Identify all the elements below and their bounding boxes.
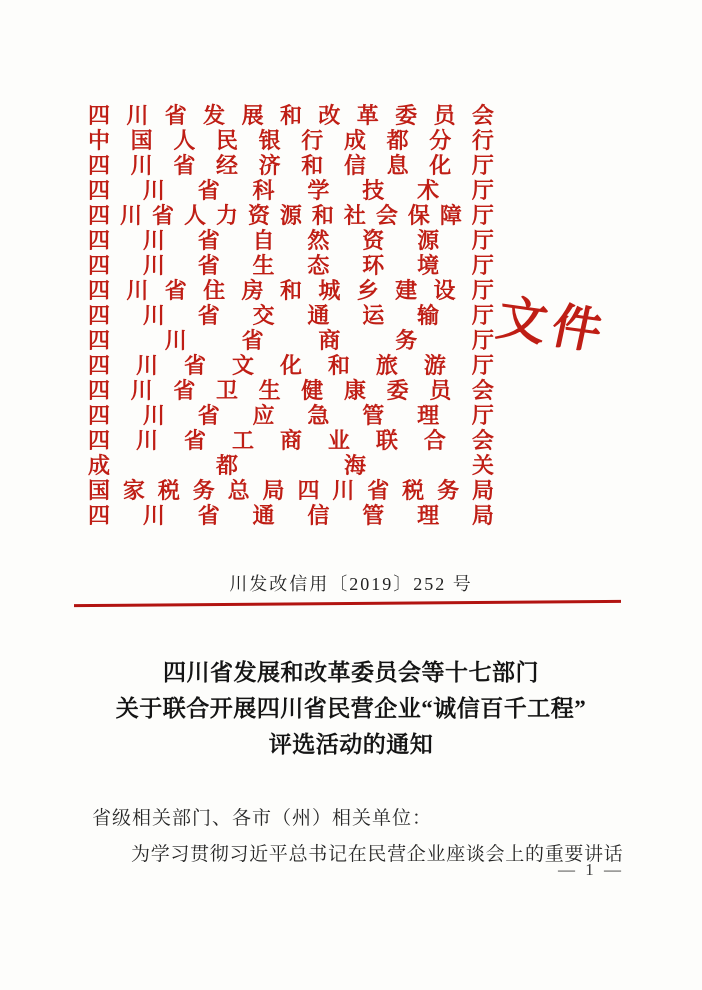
agency-char: 成	[88, 453, 111, 478]
agency-char: 急	[307, 403, 330, 428]
agency-char: 革	[356, 103, 379, 128]
agency-char: 务	[395, 328, 418, 353]
agency-line	[88, 353, 494, 378]
agency-char: 然	[307, 228, 330, 253]
agency-char: 银	[258, 128, 281, 153]
document-number: 川发改信用〔2019〕252 号	[229, 574, 473, 594]
agency-char: 展	[241, 103, 264, 128]
agency-char: 四	[88, 203, 111, 228]
salutation: 省级相关部门、各市（州）相关单位：	[92, 808, 433, 829]
agency-char: 川	[135, 428, 158, 453]
title-line-3: 评选活动的通知	[268, 732, 434, 757]
agency-char: 商	[279, 428, 302, 453]
agency-char: 四	[88, 503, 111, 528]
agency-char: 厅	[471, 253, 494, 278]
agency-char: 城	[318, 278, 341, 303]
agency-char: 厅	[471, 178, 494, 203]
agency-char: 川	[142, 503, 165, 528]
agency-line	[88, 453, 494, 478]
agency-char: 厅	[471, 153, 494, 178]
agency-char: 省	[197, 303, 220, 328]
agency-list	[88, 103, 494, 528]
agency-char: 和	[327, 353, 350, 378]
body-paragraph: 为学习贯彻习近平总书记在民营企业座谈会上的重要讲话	[131, 844, 624, 865]
agency-char: 省	[197, 178, 220, 203]
agency-char: 四	[88, 178, 111, 203]
agency-line	[88, 103, 494, 128]
agency-char: 四	[88, 278, 111, 303]
agency-char: 和	[301, 153, 324, 178]
agency-char: 川	[126, 278, 149, 303]
agency-char: 业	[327, 428, 350, 453]
agency-char: 厅	[471, 278, 494, 303]
agency-char: 省	[164, 103, 187, 128]
agency-char: 房	[241, 278, 264, 303]
agency-char: 四	[297, 478, 320, 503]
agency-line	[88, 178, 494, 203]
agency-char: 康	[343, 378, 366, 403]
agency-line	[88, 278, 494, 303]
page-number: — 1 —	[558, 860, 624, 879]
agency-line	[88, 503, 494, 528]
document-mark: 文件	[492, 290, 613, 361]
agency-char: 省	[173, 378, 196, 403]
agency-char: 文	[231, 353, 254, 378]
agency-char: 川	[119, 203, 142, 228]
agency-char: 生	[258, 378, 281, 403]
agency-char: 通	[252, 503, 275, 528]
agency-char: 川	[142, 403, 165, 428]
agency-char: 行	[301, 128, 324, 153]
agency-char: 源	[417, 228, 440, 253]
agency-char: 交	[252, 303, 275, 328]
agency-char: 术	[417, 178, 440, 203]
agency-char: 会	[471, 378, 494, 403]
agency-char: 省	[367, 478, 390, 503]
agency-char: 化	[279, 353, 302, 378]
agency-char: 环	[362, 253, 385, 278]
agency-char: 理	[417, 503, 440, 528]
agency-char: 总	[227, 478, 250, 503]
agency-char: 厅	[471, 228, 494, 253]
agency-char: 源	[279, 203, 302, 228]
agency-char: 川	[130, 153, 153, 178]
agency-char: 化	[429, 153, 452, 178]
agency-char: 四	[88, 403, 111, 428]
agency-char: 关	[471, 453, 494, 478]
agency-char: 四	[88, 378, 111, 403]
agency-char: 川	[332, 478, 355, 503]
agency-line	[88, 378, 494, 403]
agency-char: 社	[343, 203, 366, 228]
agency-char: 分	[429, 128, 452, 153]
agency-char: 经	[215, 153, 238, 178]
agency-char: 四	[88, 428, 111, 453]
agency-char: 设	[433, 278, 456, 303]
agency-char: 理	[417, 403, 440, 428]
agency-char: 游	[423, 353, 446, 378]
agency-line	[88, 253, 494, 278]
agency-char: 四	[88, 103, 111, 128]
agency-char: 委	[386, 378, 409, 403]
agency-char: 建	[395, 278, 418, 303]
agency-char: 四	[88, 228, 111, 253]
agency-char: 税	[157, 478, 180, 503]
agency-char: 会	[471, 103, 494, 128]
agency-char: 民	[215, 128, 238, 153]
agency-char: 务	[437, 478, 460, 503]
agency-line	[88, 428, 494, 453]
agency-char: 都	[215, 453, 238, 478]
agency-char: 应	[252, 403, 275, 428]
agency-char: 旅	[375, 353, 398, 378]
agency-char: 国	[88, 478, 111, 503]
agency-char: 省	[151, 203, 174, 228]
document-title	[0, 655, 702, 763]
agency-char: 输	[417, 303, 440, 328]
agency-char: 态	[307, 253, 330, 278]
agency-line	[88, 153, 494, 178]
agency-char: 合	[423, 428, 446, 453]
agency-char: 四	[88, 328, 111, 353]
agency-char: 省	[197, 228, 220, 253]
agency-char: 川	[142, 253, 165, 278]
agency-char: 厅	[471, 203, 494, 228]
agency-char: 科	[252, 178, 275, 203]
agency-char: 国	[130, 128, 153, 153]
agency-char: 和	[279, 278, 302, 303]
agency-char: 省	[183, 353, 206, 378]
agency-char: 厅	[471, 353, 494, 378]
agency-char: 川	[142, 303, 165, 328]
title-line-2: 关于联合开展四川省民营企业“诚信百千工程”	[115, 696, 587, 721]
agency-char: 和	[279, 103, 302, 128]
agency-char: 都	[386, 128, 409, 153]
agency-char: 通	[307, 303, 330, 328]
agency-line	[88, 203, 494, 228]
agency-char: 税	[402, 478, 425, 503]
agency-char: 和	[311, 203, 334, 228]
agency-char: 海	[343, 453, 366, 478]
agency-char: 人	[183, 203, 206, 228]
agency-char: 行	[471, 128, 494, 153]
agency-char: 资	[247, 203, 270, 228]
agency-char: 管	[362, 503, 385, 528]
agency-char: 管	[362, 403, 385, 428]
agency-char: 会	[375, 203, 398, 228]
agency-char: 信	[343, 153, 366, 178]
agency-char: 川	[164, 328, 187, 353]
agency-char: 运	[362, 303, 385, 328]
agency-char: 技	[362, 178, 385, 203]
agency-char: 住	[203, 278, 226, 303]
agency-line	[88, 478, 494, 503]
agency-char: 改	[318, 103, 341, 128]
agency-char: 工	[231, 428, 254, 453]
agency-char: 发	[203, 103, 226, 128]
agency-char: 省	[173, 153, 196, 178]
agency-char: 省	[241, 328, 264, 353]
agency-char: 局	[471, 478, 494, 503]
agency-char: 委	[395, 103, 418, 128]
agency-char: 川	[135, 353, 158, 378]
agency-char: 省	[183, 428, 206, 453]
agency-char: 息	[386, 153, 409, 178]
agency-char: 生	[252, 253, 275, 278]
agency-char: 四	[88, 303, 111, 328]
agency-line	[88, 328, 494, 353]
title-line-1: 四川省发展和改革委员会等十七部门	[163, 660, 539, 685]
agency-char: 省	[197, 503, 220, 528]
agency-char: 联	[375, 428, 398, 453]
agency-char: 学	[307, 178, 330, 203]
agency-char: 信	[307, 503, 330, 528]
agency-char: 乡	[356, 278, 379, 303]
agency-line	[88, 228, 494, 253]
agency-char: 川	[126, 103, 149, 128]
agency-char: 会	[471, 428, 494, 453]
agency-char: 厅	[471, 328, 494, 353]
red-separator-line	[74, 600, 621, 607]
agency-char: 健	[301, 378, 324, 403]
agency-char: 厅	[471, 403, 494, 428]
agency-char: 自	[252, 228, 275, 253]
agency-char: 商	[318, 328, 341, 353]
agency-char: 厅	[471, 303, 494, 328]
agency-char: 家	[122, 478, 145, 503]
agency-char: 卫	[215, 378, 238, 403]
agency-char: 省	[164, 278, 187, 303]
agency-char: 资	[362, 228, 385, 253]
agency-char: 员	[429, 378, 452, 403]
agency-char: 济	[258, 153, 281, 178]
agency-char: 川	[130, 378, 153, 403]
agency-char: 局	[471, 503, 494, 528]
agency-char: 四	[88, 353, 111, 378]
agency-char: 川	[142, 228, 165, 253]
agency-char: 中	[88, 128, 111, 153]
agency-line	[88, 128, 494, 153]
agency-char: 障	[439, 203, 462, 228]
agency-char: 力	[215, 203, 238, 228]
agency-char: 四	[88, 253, 111, 278]
agency-char: 务	[192, 478, 215, 503]
agency-char: 成	[343, 128, 366, 153]
agency-char: 省	[197, 403, 220, 428]
agency-char: 四	[88, 153, 111, 178]
agency-char: 境	[417, 253, 440, 278]
agency-char: 局	[262, 478, 285, 503]
agency-char: 省	[197, 253, 220, 278]
agency-line	[88, 303, 494, 328]
agency-char: 人	[173, 128, 196, 153]
agency-char: 川	[142, 178, 165, 203]
agency-char: 保	[407, 203, 430, 228]
agency-line	[88, 403, 494, 428]
agency-char: 员	[433, 103, 456, 128]
